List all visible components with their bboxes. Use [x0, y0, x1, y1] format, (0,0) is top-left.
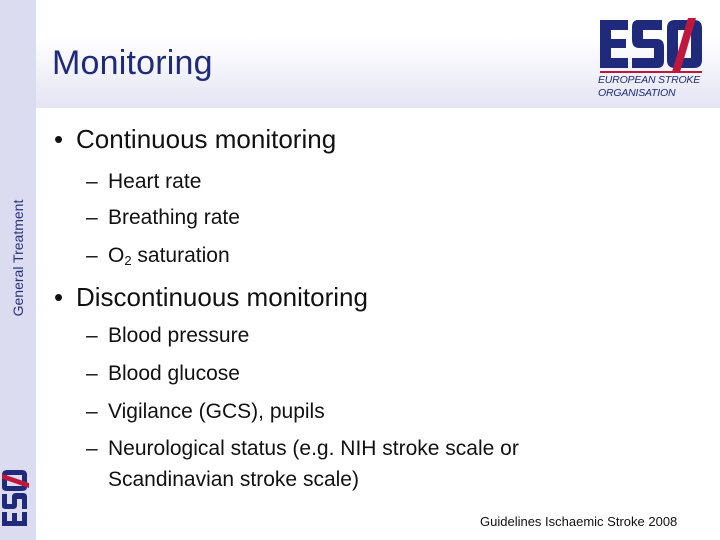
- bullet-text: Discontinuous monitoring: [76, 282, 368, 312]
- sub-bullet-heart-rate: – Heart rate: [86, 170, 202, 193]
- sub-bullet-breathing-rate: – Breathing rate: [86, 206, 240, 229]
- footer-text: Guidelines Ischaemic Stroke 2008: [480, 514, 678, 529]
- logo-text-line1: EUROPEAN STROKE: [598, 74, 701, 86]
- bullet-continuous: • Continuous monitoring: [54, 124, 337, 154]
- sub-bullet-neurological-status: – Neurological status (e.g. NIH stroke scale or: [86, 437, 519, 460]
- bullet-text: Continuous monitoring: [76, 124, 337, 154]
- sub-bullet-blood-pressure: – Blood pressure: [86, 324, 250, 347]
- bullet-discontinuous: • Discontinuous monitoring: [54, 282, 368, 312]
- sub-bullet-o2-saturation: – $O_2$ saturation: [86, 244, 230, 268]
- eso-side-logo: [2, 468, 32, 528]
- logo-text-line2: ORGANISATION: [598, 87, 676, 99]
- sub-bullet-neurological-status-cont: Scandinavian stroke scale): [108, 468, 359, 491]
- sub-bullet-vigilance: – Vigilance (GCS), pupils: [86, 400, 325, 423]
- slide-title: Monitoring: [52, 44, 213, 82]
- sub-bullet-blood-glucose: – Blood glucose: [86, 362, 240, 385]
- section-label: General Treatment: [10, 199, 26, 317]
